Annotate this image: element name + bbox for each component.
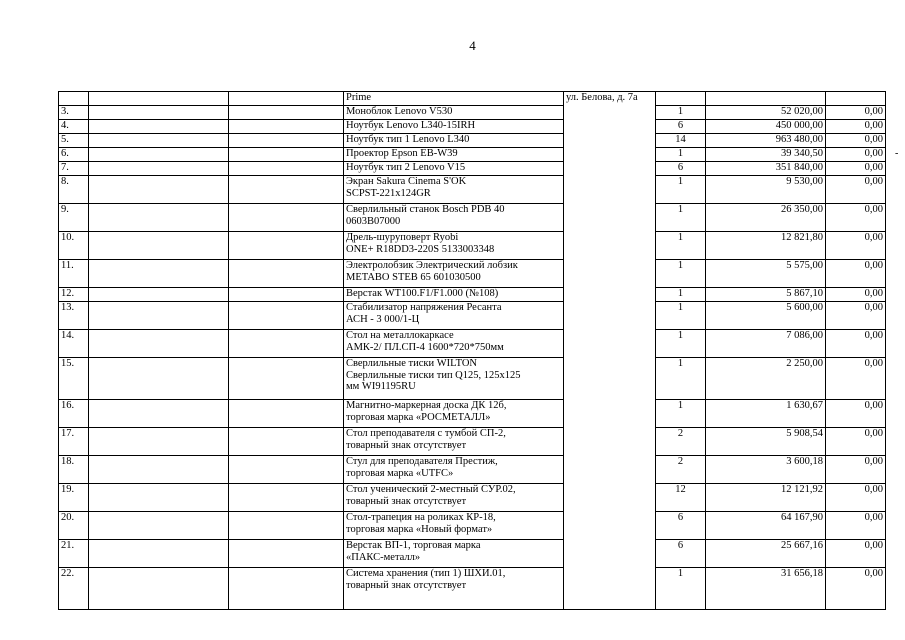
cell-description — [344, 176, 564, 204]
cell-empty — [229, 232, 344, 260]
description-line: Ноутбук тип 1 Lenovo L340 — [346, 134, 470, 145]
cell-qty: 12 — [656, 484, 706, 512]
cell-amount: 2 250,00 — [706, 358, 826, 400]
table-row — [59, 204, 886, 232]
cell-address-empty — [564, 484, 656, 512]
description-line: Стул для преподавателя Престиж, — [346, 456, 498, 467]
table-row — [59, 330, 886, 358]
cell-description — [344, 148, 564, 162]
cell-empty — [89, 512, 229, 540]
cell-description — [344, 330, 564, 358]
cell-empty — [229, 484, 344, 512]
cell-amount: 963 480,00 — [706, 134, 826, 148]
table-row — [59, 134, 886, 148]
cell-qty: 6 — [656, 162, 706, 176]
table-row-header-continuation — [59, 92, 886, 106]
cell-empty — [89, 358, 229, 400]
cell-description — [344, 162, 564, 176]
description-line: мм WI91195RU — [346, 381, 416, 392]
cell-empty — [229, 92, 344, 106]
cell-empty — [89, 204, 229, 232]
cell-qty: 1 — [656, 302, 706, 330]
cell-qty: 1 — [656, 288, 706, 302]
cell-amount: 1 630,67 — [706, 400, 826, 428]
cell-address-empty — [564, 162, 656, 176]
cell-value: 0,00 — [826, 204, 886, 232]
description-line: Дрель-шуруповерт Ryobi — [346, 232, 459, 243]
cell-qty: 6 — [656, 512, 706, 540]
table-row — [59, 540, 886, 568]
cell-num: 22. — [59, 568, 89, 610]
description-line: Электролобзик Электрический лобзик — [346, 260, 518, 271]
description-line: METABO STEB 65 601030500 — [346, 271, 481, 283]
cell-value: 0,00 — [826, 162, 886, 176]
cell-value: 0,00 — [826, 120, 886, 134]
cell-amount: 12 821,80 — [706, 232, 826, 260]
cell-description — [344, 540, 564, 568]
table-row — [59, 428, 886, 456]
cell-empty — [229, 428, 344, 456]
table-row — [59, 456, 886, 484]
cell-num: 14. — [59, 330, 89, 358]
table-row — [59, 288, 886, 302]
cell-qty: 6 — [656, 120, 706, 134]
cell-empty — [89, 106, 229, 120]
cell-empty — [89, 428, 229, 456]
cell-num: 4. — [59, 120, 89, 134]
cell-description — [344, 358, 564, 400]
cell-address-empty — [564, 134, 656, 148]
cell-empty — [89, 148, 229, 162]
description-line: торговая марка «РОСМЕТАЛЛ» — [346, 411, 491, 423]
cell-description — [344, 568, 564, 610]
cell-empty — [229, 288, 344, 302]
description-line: Верстак WT100.F1/F1.000 (№108) — [346, 288, 499, 299]
cell-empty — [89, 92, 229, 106]
table-row — [59, 358, 886, 400]
cell-num: 10. — [59, 232, 89, 260]
description-line: 0603B07000 — [346, 215, 401, 227]
cell-empty — [89, 120, 229, 134]
cell-num: 11. — [59, 260, 89, 288]
description-line: Ноутбук тип 2 Lenovo V15 — [346, 162, 466, 173]
description-line: «ПАКС-металл» — [346, 551, 421, 563]
cell-amount: 9 530,00 — [706, 176, 826, 204]
cell-empty — [89, 162, 229, 176]
cell-value: 0,00 — [826, 148, 886, 162]
cell-description — [344, 484, 564, 512]
description-line: Стол на металлокаркасе — [346, 330, 454, 341]
cell-value: 0,00 — [826, 288, 886, 302]
description-line: Стол ученический 2-местный СУР.02, — [346, 484, 516, 495]
cell-empty — [89, 568, 229, 610]
cell-qty: 1 — [656, 232, 706, 260]
cell-qty: 1 — [656, 260, 706, 288]
cell-amount: 25 667,16 — [706, 540, 826, 568]
table-row — [59, 232, 886, 260]
table-row — [59, 148, 886, 162]
description-line: Ноутбук Lenovo L340-15IRH — [346, 120, 476, 131]
cell-empty — [229, 134, 344, 148]
cell-num: 16. — [59, 400, 89, 428]
cell-value — [826, 92, 886, 106]
cell-value: 0,00 — [826, 260, 886, 288]
cell-amount — [706, 92, 826, 106]
cell-qty: 1 — [656, 568, 706, 610]
cell-value: 0,00 — [826, 176, 886, 204]
inventory-table — [58, 91, 886, 610]
cell-num: 18. — [59, 456, 89, 484]
cell-address-empty — [564, 120, 656, 134]
description-line: Моноблок Lenovo V530 — [346, 106, 453, 117]
cell-qty: 1 — [656, 148, 706, 162]
cell-empty — [89, 484, 229, 512]
cell-address-empty — [564, 330, 656, 358]
cell-empty — [229, 148, 344, 162]
description-line: Сверлильные тиски WILTON — [346, 358, 477, 369]
cell-value: 0,00 — [826, 358, 886, 400]
cell-num: 17. — [59, 428, 89, 456]
cell-empty — [229, 540, 344, 568]
cell-empty — [89, 330, 229, 358]
cell-num: 20. — [59, 512, 89, 540]
cell-num: 3. — [59, 106, 89, 120]
cell-description — [344, 302, 564, 330]
cell-qty: 1 — [656, 400, 706, 428]
cell-qty — [656, 92, 706, 106]
cell-description — [344, 456, 564, 484]
cell-description — [344, 428, 564, 456]
description-line: товарный знак отсутствует — [346, 579, 467, 591]
cell-value: 0,00 — [826, 540, 886, 568]
cell-description — [344, 400, 564, 428]
description-line: Система хранения (тип 1) ШХИ.01, — [346, 568, 506, 579]
cell-num: 5. — [59, 134, 89, 148]
description-line: Проектор Epson EB-W39 — [346, 148, 458, 159]
description-line: Стол преподавателя с тумбой СП-2, — [346, 428, 506, 439]
cell-description — [344, 260, 564, 288]
cell-address-empty — [564, 512, 656, 540]
cell-num: 21. — [59, 540, 89, 568]
cell-empty — [229, 302, 344, 330]
table-row — [59, 162, 886, 176]
description-line: Сверлильные тиски тип Q125, 125x125 — [346, 369, 521, 381]
description-line: товарный знак отсутствует — [346, 495, 467, 507]
cell-description — [344, 106, 564, 120]
cell-empty — [89, 302, 229, 330]
page-number: 4 — [469, 38, 476, 53]
cell-amount: 52 020,00 — [706, 106, 826, 120]
cell-amount: 26 350,00 — [706, 204, 826, 232]
description-line: торговая марка «Новый формат» — [346, 523, 493, 535]
cell-address-empty — [564, 176, 656, 204]
cell-address-empty — [564, 204, 656, 232]
cell-value: 0,00 — [826, 484, 886, 512]
description-line: АМК-2/ ПЛ.СП-4 1600*720*750мм — [346, 341, 504, 353]
table-row — [59, 484, 886, 512]
cell-empty — [89, 176, 229, 204]
cell-empty — [89, 260, 229, 288]
description-line: АСН - 3 000/1-Ц — [346, 313, 420, 325]
cell-qty: 1 — [656, 204, 706, 232]
description-line: Стабилизатор напряжения Ресанта — [346, 302, 502, 313]
cell-value: 0,00 — [826, 134, 886, 148]
cell-value: 0,00 — [826, 428, 886, 456]
cell-value: 0,00 — [826, 568, 886, 610]
cell-description — [344, 232, 564, 260]
cell-amount: 5 575,00 — [706, 260, 826, 288]
cell-value: 0,00 — [826, 302, 886, 330]
cell-value: 0,00 — [826, 106, 886, 120]
cell-address-empty — [564, 106, 656, 120]
table-row — [59, 120, 886, 134]
cell-num: 8. — [59, 176, 89, 204]
cell-empty — [229, 106, 344, 120]
cell-amount: 64 167,90 — [706, 512, 826, 540]
description-line: Стол-трапеция на роликах КР-18, — [346, 512, 496, 523]
cell-address-empty — [564, 148, 656, 162]
cell-address-empty — [564, 288, 656, 302]
table-row — [59, 106, 886, 120]
cell-empty — [229, 176, 344, 204]
table-row — [59, 568, 886, 610]
cell-empty — [229, 456, 344, 484]
cell-empty — [229, 512, 344, 540]
table-row — [59, 302, 886, 330]
cell-empty — [89, 288, 229, 302]
cell-qty: 6 — [656, 540, 706, 568]
description-line: торговая марка «UTFC» — [346, 467, 454, 479]
description-line: ONE+ R18DD3-220S 5133003348 — [346, 243, 495, 255]
cell-amount: 5 908,54 — [706, 428, 826, 456]
cell-qty: 1 — [656, 358, 706, 400]
description-line: SCPST-221x124GR — [346, 187, 431, 199]
cell-num: 6. — [59, 148, 89, 162]
cell-amount: 5 867,10 — [706, 288, 826, 302]
description-line: Экран Sakura Cinema S'OK — [346, 176, 467, 187]
cell-amount: 39 340,50 — [706, 148, 826, 162]
description-line: товарный знак отсутствует — [346, 439, 467, 451]
cell-empty — [229, 358, 344, 400]
cell-amount: 3 600,18 — [706, 456, 826, 484]
cell-description: Prime — [344, 92, 564, 106]
cell-qty: 1 — [656, 330, 706, 358]
cell-amount: 7 086,00 — [706, 330, 826, 358]
table-row — [59, 512, 886, 540]
cell-qty: 14 — [656, 134, 706, 148]
description-line: Сверлильный станок Bosch PDB 40 — [346, 204, 505, 215]
table-row — [59, 260, 886, 288]
cell-address-empty — [564, 400, 656, 428]
cell-value: 0,00 — [826, 456, 886, 484]
cell-empty — [89, 232, 229, 260]
cell-empty — [229, 330, 344, 358]
cell-address-empty — [564, 568, 656, 610]
table-row — [59, 400, 886, 428]
cell-description — [344, 204, 564, 232]
cell-empty — [229, 162, 344, 176]
cell-address-empty — [564, 232, 656, 260]
cell-num: 19. — [59, 484, 89, 512]
cell-address-empty — [564, 456, 656, 484]
cell-description — [344, 288, 564, 302]
margin-mark: - — [895, 148, 899, 159]
cell-empty — [89, 540, 229, 568]
cell-amount: 450 000,00 — [706, 120, 826, 134]
cell-description — [344, 134, 564, 148]
cell-value: 0,00 — [826, 232, 886, 260]
cell-empty — [229, 400, 344, 428]
table-row — [59, 176, 886, 204]
cell-address-empty — [564, 358, 656, 400]
cell-amount: 5 600,00 — [706, 302, 826, 330]
cell-empty — [229, 568, 344, 610]
cell-empty — [89, 400, 229, 428]
cell-empty — [89, 134, 229, 148]
cell-amount: 351 840,00 — [706, 162, 826, 176]
description-line: Верстак ВП-1, торговая марка — [346, 540, 481, 551]
inventory-table-body — [59, 92, 886, 610]
cell-num: 13. — [59, 302, 89, 330]
cell-amount: 12 121,92 — [706, 484, 826, 512]
cell-empty — [229, 260, 344, 288]
cell-address-empty — [564, 302, 656, 330]
cell-description — [344, 120, 564, 134]
cell-value: 0,00 — [826, 400, 886, 428]
cell-address-empty — [564, 260, 656, 288]
cell-description — [344, 512, 564, 540]
cell-num: 9. — [59, 204, 89, 232]
cell-num: 15. — [59, 358, 89, 400]
cell-qty: 2 — [656, 456, 706, 484]
cell-qty: 1 — [656, 106, 706, 120]
cell-value: 0,00 — [826, 330, 886, 358]
cell-address-empty — [564, 428, 656, 456]
cell-qty: 2 — [656, 428, 706, 456]
cell-address-empty — [564, 540, 656, 568]
cell-num — [59, 92, 89, 106]
cell-address: ул. Белова, д. 7а — [564, 92, 656, 106]
cell-value: 0,00 — [826, 512, 886, 540]
cell-num: 7. — [59, 162, 89, 176]
cell-empty — [229, 120, 344, 134]
description-line: Магнитно-маркерная доска ДК 12б, — [346, 400, 507, 411]
cell-empty — [89, 456, 229, 484]
cell-empty — [229, 204, 344, 232]
cell-num: 12. — [59, 288, 89, 302]
cell-amount: 31 656,18 — [706, 568, 826, 610]
cell-qty: 1 — [656, 176, 706, 204]
